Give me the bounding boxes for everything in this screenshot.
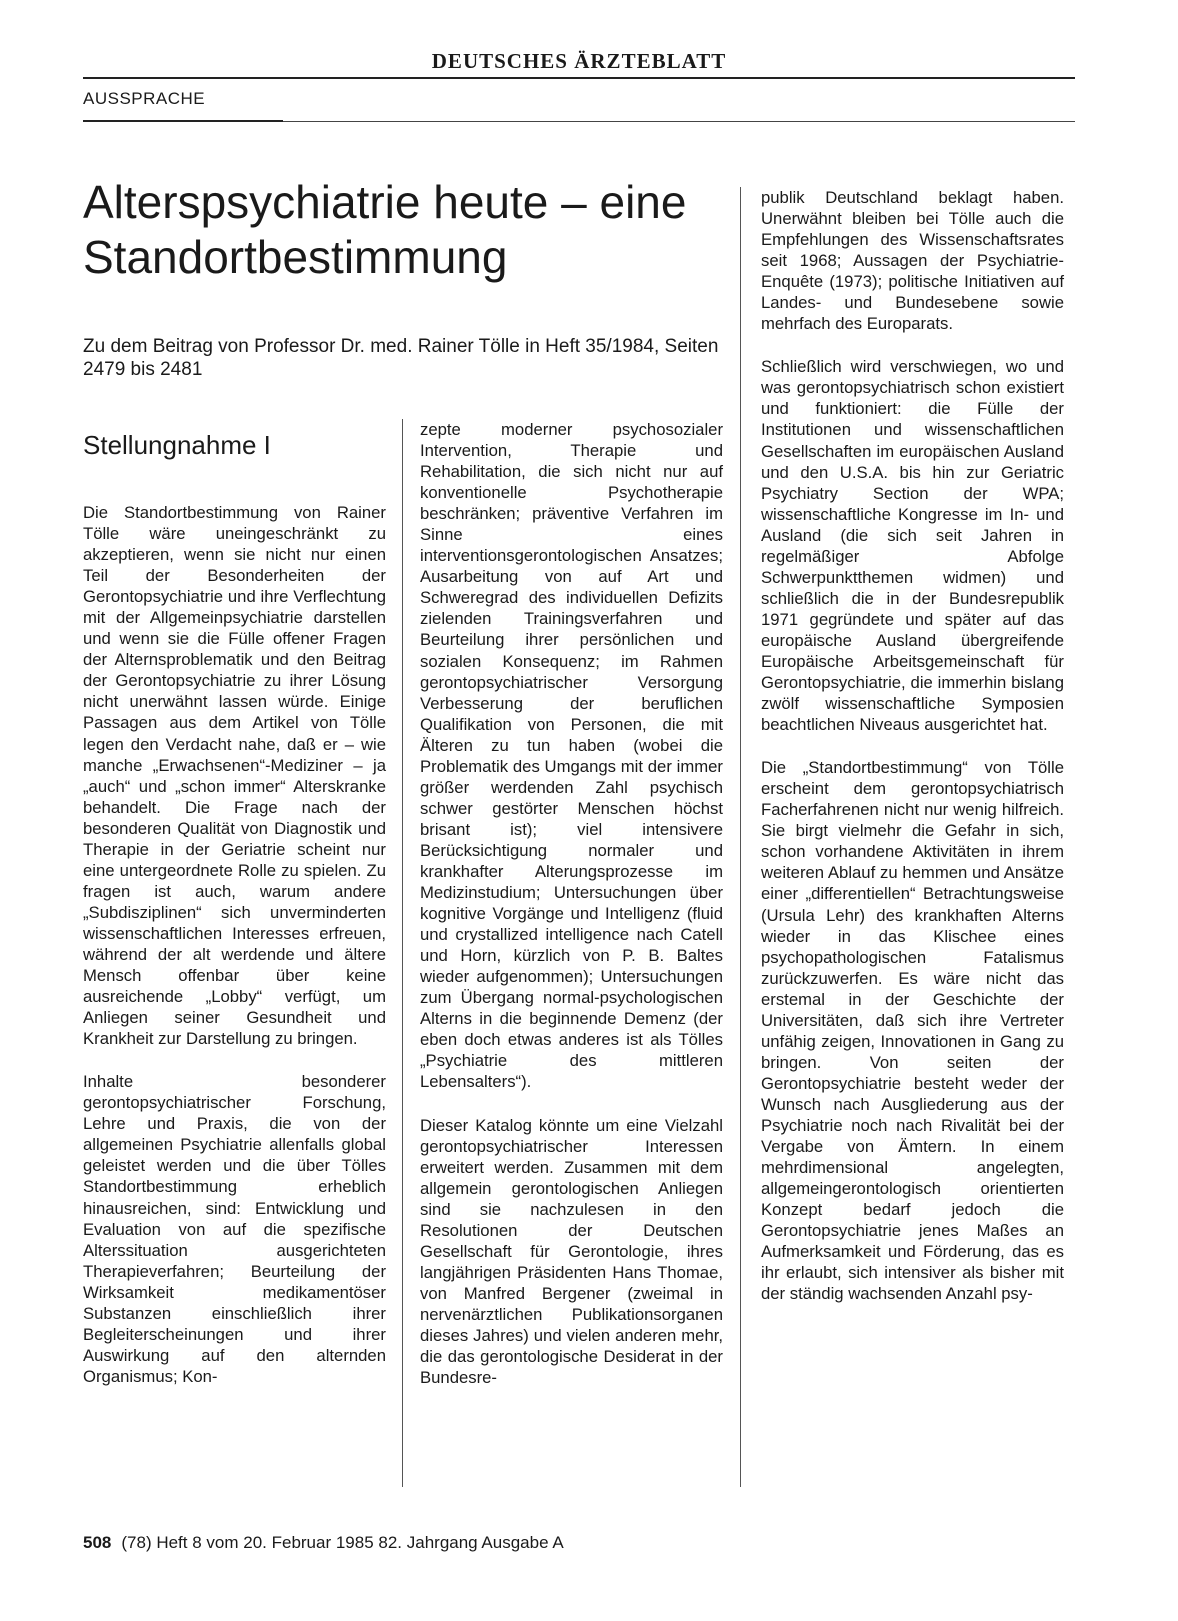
paragraph: Schließlich wird verschwiegen, wo und was gerontopsychiatrisch schon existiert und funktioniert: die Fülle der Institutionen und wissenschaftlichen Gesellschaften im europäischen Ausland und den U.S.A. bis hin zur Geriatric Psychiatry Section der WPA; wissenschaftliche Kongresse im In- und Ausland (die sich seit Jahren in regelmäßiger Abfolge Schwerpunktthemen widmen) und schließlich die in der Bundesrepublik 1971 gegründete und später auf das europäische Ausland übergreifende Europäische Arbeitsgemeinschaft für Gerontopsychiatrie, die immerhin bislang zwölf wissenschaftliche Symposien beachtlichen Niveaus ausgerichtet hat. (761, 357, 1064, 735)
column-divider (740, 187, 741, 1487)
paragraph: Die Standortbestimmung von Rainer Tölle wäre uneingeschränkt zu akzeptieren, wenn sie nicht nur einen Teil der Besonderheiten der Gerontopsychiatrie und ihre Verflechtung mit der Allgemeinpsychiatrie darstellen und wenn sie die Fülle offener Fragen der Alternsproblematik und den Beitrag der Gerontopsychiatrie zu ihrer Lösung nicht unerwähnt lassen würde. Einige Passagen aus dem Artikel von Tölle legen den Verdacht nahe, daß er – wie manche „Erwachsenen“-Mediziner – ja „auch“ und „schon immer“ Alterskranke behandelt. Die Frage nach der besonderen Qualität von Diagnostik und Therapie in der Geriatrie scheint nur eine untergeordnete Rolle zu spielen. Zu fragen ist auch, warum andere „Subdisziplinen“ sich unverminderten wissenschaftlichen Interesses erfreuen, während der alt werdende und ältere Mensch offenbar über keine ausreichende „Lobby“ verfügt, um Anliegen seiner Gesundheit und Krankheit zur Darstellung zu bringen. (83, 503, 386, 1049)
journal-masthead: DEUTSCHES ÄRZTEBLATT (431, 49, 727, 73)
text-column-1 (83, 502, 386, 1387)
article-title: Alterspsychiatrie heute – eine Standortbestimmung (83, 176, 687, 283)
page-number: 508 (83, 1533, 112, 1552)
paragraph: zepte moderner psychosozialer Intervention, Therapie und Rehabilitation, die sich nicht nur auf konventionelle Psychotherapie beschränken; präventive Verfahren im Sinne eines interventionsgerontologischen Ansatzes; Ausarbeitung von auf Art und Schweregrad des individuellen Defizits zielenden Trainingsverfahren und Beurteilung ihrer persönlichen und sozialen Konsequenz; im Rahmen gerontopsychiatrischer Versorgung Verbesserung der beruflichen Qualifikation von Personen, die mit Älteren zu tun haben (wobei die Problematik des Umgangs mit der immer größer werdenden Zahl psychisch schwer gestörter Menschen höchst brisant ist); viel intensivere Berücksichtigung normaler und krankhafter Alterungsprozesse im Medizinstudium; Untersuchungen über kognitive Vorgänge und Intelligenz (fluid und crystallized intelligence nach Catell und Horn, kürzlich von P. B. Baltes wieder aufgenommen); Untersuchungen zum Übergang normal-psychologischen Alterns in die beginnende Demenz (der eben doch etwas anderes ist als Tölles „Psychiatrie des mittleren Lebensalters“). (420, 420, 723, 1092)
paragraph: Inhalte besonderer gerontopsychiatrischer Forschung, Lehre und Praxis, die von der allgemeinen Psychiatrie allenfalls global geleistet werden und die über Tölles Standortbestimmung erheblich hinausreichen, sind: Entwicklung und Evaluation von auf die spezifische Alterssituation ausgerichteten Therapieverfahren; Beurteilung der Wirksamkeit medikamentöser Substanzen einschließlich ihrer Begleiterscheinungen und ihrer Auswirkung auf den alternden Organismus; Kon- (83, 1072, 386, 1386)
paragraph: publik Deutschland beklagt haben. Unerwähnt bleiben bei Tölle auch die Empfehlungen des Wissenschaftsrates seit 1968; Aussagen der Psychiatrie-Enquête (1973); politische Initiativen auf Landes- und Bundesebene sowie mehrfach des Europarats. (761, 188, 1064, 334)
article-subtitle: Zu dem Beitrag von Professor Dr. med. Rainer Tölle in Heft 35/1984, Seiten 2479 bis 2481 (83, 336, 719, 380)
header-rule (83, 77, 1075, 79)
text-column-2 (420, 419, 723, 1388)
article-heading: Stellungnahme I (83, 430, 271, 460)
section-rule-thin (283, 121, 1075, 122)
section-label: AUSSPRACHE (83, 89, 206, 108)
issue-info: (78) Heft 8 vom 20. Februar 1985 82. Jahrgang Ausgabe A (121, 1533, 564, 1552)
section-rule-thick (83, 120, 283, 122)
page-footer (83, 1533, 564, 1553)
paragraph: Dieser Katalog könnte um eine Vielzahl gerontopsychiatrischer Interessen erweitert werden. Zusammen mit dem allgemein gerontologischen Anliegen sind sie nachzulesen in den Resolutionen der Deutschen Gesellschaft für Gerontologie, ihres langjährigen Präsidenten Hans Thomae, von Manfred Bergener (zweimal in nervenärztlichen Publikationsorganen dieses Jahres) und vielen anderen mehr, die das gerontologische Desiderat in der Bundesre- (420, 1115, 723, 1388)
paragraph: Die „Standortbestimmung“ von Tölle erscheint dem gerontopsychiatrisch Facherfahrenen nicht nur wenig hilfreich. Sie birgt vielmehr die Gefahr in sich, schon vorhandene Aktivitäten in ihrem weiteren Ablauf zu hemmen und Ansätze einer „differentiellen“ Betrachtungsweise (Ursula Lehr) des krankhaften Alterns wieder in das Klischee eines psychopathologischen Fatalismus zurückzuwerfen. Es wäre nicht das erstemal in der Geschichte der Universitäten, daß sich ihre Vertreter unfähig zeigen, Innovationen in Gang zu bringen. Von seiten der Gerontopsychiatrie besteht weder der Wunsch nach Ausgliederung aus der Psychiatrie noch nach Rivalität bei der Vergabe von Ämtern. In einem mehrdimensional angelegten, allgemeingerontologisch orientierten Konzept bedarf jedoch die Gerontopsychiatrie jenes Maßes an Aufmerksamkeit und Förderung, das es ihr erlaubt, sich intensiver als bisher mit der ständig wachsenden Anzahl psy- (761, 758, 1064, 1304)
text-column-3 (761, 187, 1064, 1304)
column-divider (402, 419, 403, 1487)
